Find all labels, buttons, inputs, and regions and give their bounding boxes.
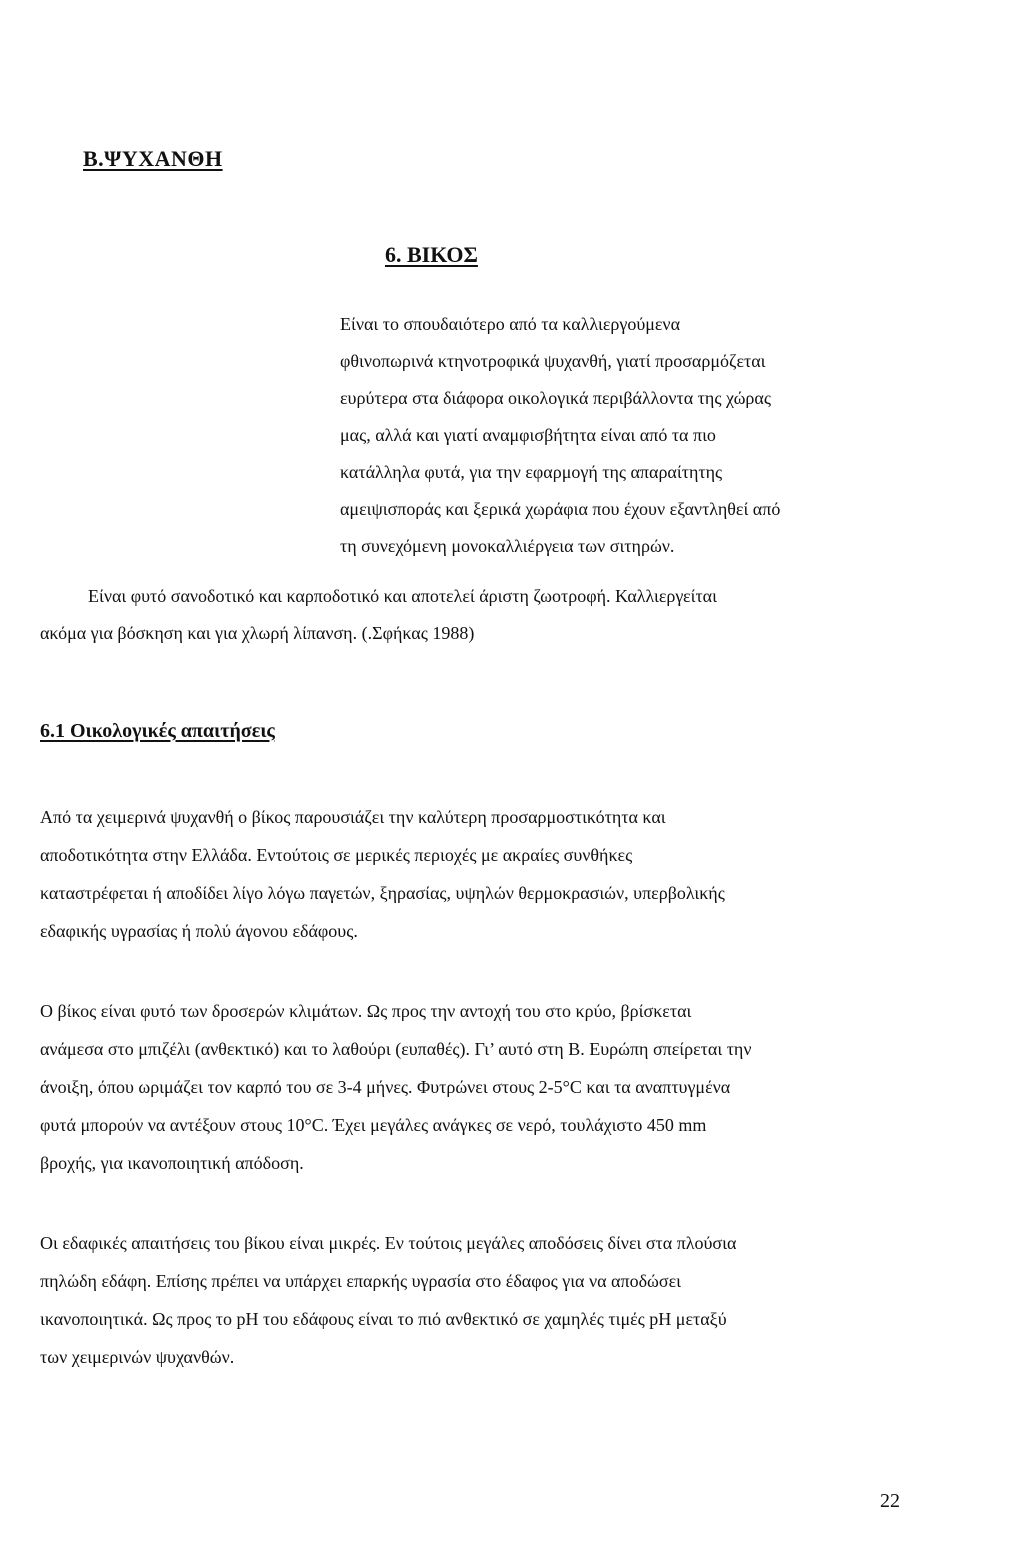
paragraph-line: Ο βίκος είναι φυτό των δροσερών κλιμάτων. Ως προς την αντοχή του στο κρύο, βρίσκεται (40, 1001, 692, 1021)
paragraph-line: πηλώδη εδάφη. Επίσης πρέπει να υπάρχει επαρκής υγρασία στο έδαφος για να αποδώσει (40, 1271, 682, 1291)
paragraph-line: Από τα χειμερινά ψυχανθή ο βίκος παρουσιάζει την καλύτερη προσαρμοστικότητα και (40, 807, 666, 827)
paragraph-line: Είναι φυτό σανοδοτικό και καρποδοτικό και αποτελεί άριστη ζωοτροφή. Καλλιεργείται (88, 586, 717, 606)
intro-line: αμειψισποράς και ξερικά χωράφια που έχουν εξαντληθεί από (340, 499, 781, 519)
paragraph-line: Οι εδαφικές απαιτήσεις του βίκου είναι μικρές. Εν τούτοις μεγάλες αποδόσεις δίνει στα πλούσια (40, 1233, 737, 1253)
paragraph-line: φυτά μπορούν να αντέξουν στους 10°C. Έχει μεγάλες ανάγκες σε νερό, τουλάχιστο 450 mm (40, 1115, 707, 1135)
intro-line: ευρύτερα στα διάφορα οικολογικά περιβάλλοντα της χώρας (340, 388, 771, 408)
page-number: 22 (880, 1490, 900, 1512)
paragraph-line: άνοιξη, όπου ωριμάζει τον καρπό του σε 3-4 μήνες. Φυτρώνει στους 2-5°C και τα αναπτυγμένα (40, 1077, 731, 1097)
intro-line: φθινοπωρινά κτηνοτροφικά ψυχανθή, γιατί προσαρμόζεται (340, 351, 766, 371)
paragraph-line: ακόμα για βόσκηση και για χλωρή λίπανση. (.Σφήκας 1988) (40, 623, 475, 643)
section-header: Β.ΨΥΧΑΝΘΗ (83, 146, 223, 171)
intro-line: τη συνεχόμενη μονοκαλλιέργεια των σιτηρών. (340, 536, 675, 556)
paragraph-line: των χειμερινών ψυχανθών. (40, 1347, 235, 1367)
paragraph-line: ανάμεσα στο μπιζέλι (ανθεκτικό) και το λαθούρι (ευπαθές). Γι’ αυτό στη Β. Ευρώπη σπείρεται την (40, 1039, 752, 1059)
paragraph-line: βροχής, για ικανοποιητική απόδοση. (40, 1153, 304, 1173)
paragraph-line: ικανοποιητικά. Ως προς το pH του εδάφους είναι το πιό ανθεκτικό σε χαμηλές τιμές pH μεταξύ (40, 1309, 727, 1329)
paragraph-line: καταστρέφεται ή αποδίδει λίγο λόγω παγετών, ξηρασίας, υψηλών θερμοκρασιών, υπερβολικής (40, 883, 725, 903)
intro-line: κατάλληλα φυτά, για την εφαρμογή της απαραίτητης (340, 462, 723, 482)
paragraph-line: αποδοτικότητα στην Ελλάδα. Εντούτοις σε μερικές περιοχές με ακραίες συνθήκες (40, 845, 633, 865)
intro-line: μας, αλλά και γιατί αναμφισβήτητα είναι από τα πιο (340, 425, 716, 445)
intro-line: Είναι το σπουδαιότερο από τα καλλιεργούμενα (340, 314, 681, 334)
chapter-title: 6. ΒΙΚΟΣ (385, 242, 478, 267)
paragraph-line: εδαφικής υγρασίας ή πολύ άγονου εδάφους. (40, 921, 358, 941)
subsection-title: 6.1 Οικολογικές απαιτήσεις (40, 720, 275, 742)
